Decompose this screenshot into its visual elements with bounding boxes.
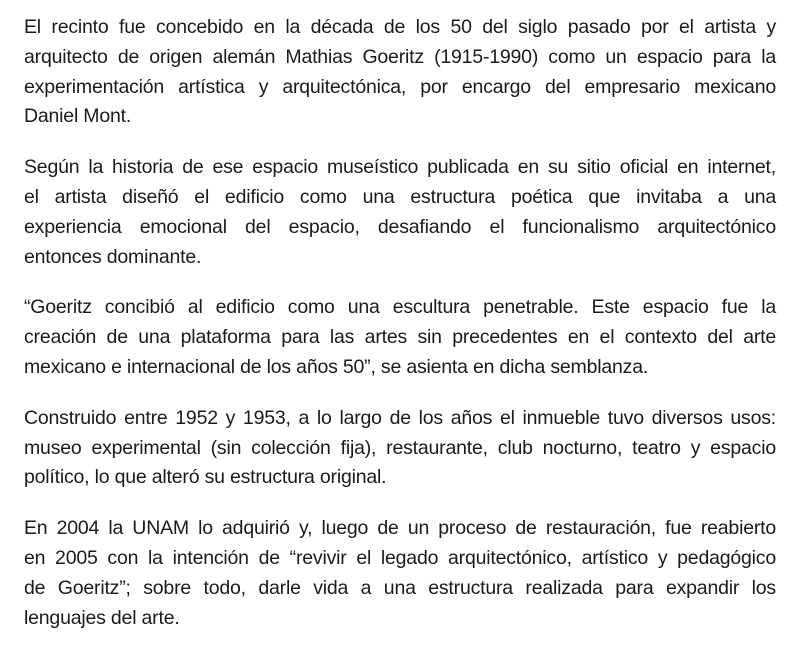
text-line: político, lo que alteró su estructura original. — [24, 466, 387, 489]
paragraph — [24, 293, 776, 382]
text-line: mexicano e internacional de los años 50”, se asienta en dicha semblanza. — [24, 355, 649, 378]
text-line: Construido entre 1952 y 1953, a lo largo de los años el inmueble tuvo diversos usos: — [24, 406, 776, 429]
text-line: arquitecto de origen alemán Mathias Goeritz (1915-1990) como un espacio para la — [24, 45, 776, 68]
text-line: El recinto fue concebido en la década de los 50 del siglo pasado por el artista y — [24, 16, 776, 38]
text-line: Daniel Mont. — [24, 105, 132, 128]
text-line: creación de una plataforma para las artes sin precedentes en el contexto del arte — [24, 326, 776, 349]
text-line: En 2004 la UNAM lo adquirió y, luego de un proceso de restauración, fue reabierto — [24, 517, 776, 540]
paragraph — [24, 153, 776, 272]
text-line: lenguajes del arte. — [24, 606, 180, 629]
text-line: experiencia emocional del espacio, desafiando el funcionalismo arquitectónico — [24, 215, 776, 238]
text-line: en 2005 con la intención de “revivir el legado arquitectónico, artístico y pedagógico — [24, 546, 776, 569]
text-line: de Goeritz”; sobre todo, darle vida a una estructura realizada para expandir los — [24, 576, 776, 599]
text-line: experimentación artística y arquitectónica, por encargo del empresario mexicano — [24, 75, 776, 98]
text-line: entonces dominante. — [24, 245, 202, 268]
paragraph — [24, 404, 776, 493]
text-line: Según la historia de ese espacio museístico publicada en su sitio oficial en internet, — [24, 156, 776, 179]
paragraph — [24, 514, 776, 633]
text-line: el artista diseñó el edificio como una estructura poética que invitaba a una — [24, 185, 776, 208]
text-line: museo experimental (sin colección fija), restaurante, club nocturno, teatro y espacio — [24, 436, 776, 459]
text-line: “Goeritz concibió al edificio como una escultura penetrable. Este espacio fue la — [24, 296, 776, 319]
paragraph — [24, 13, 776, 132]
